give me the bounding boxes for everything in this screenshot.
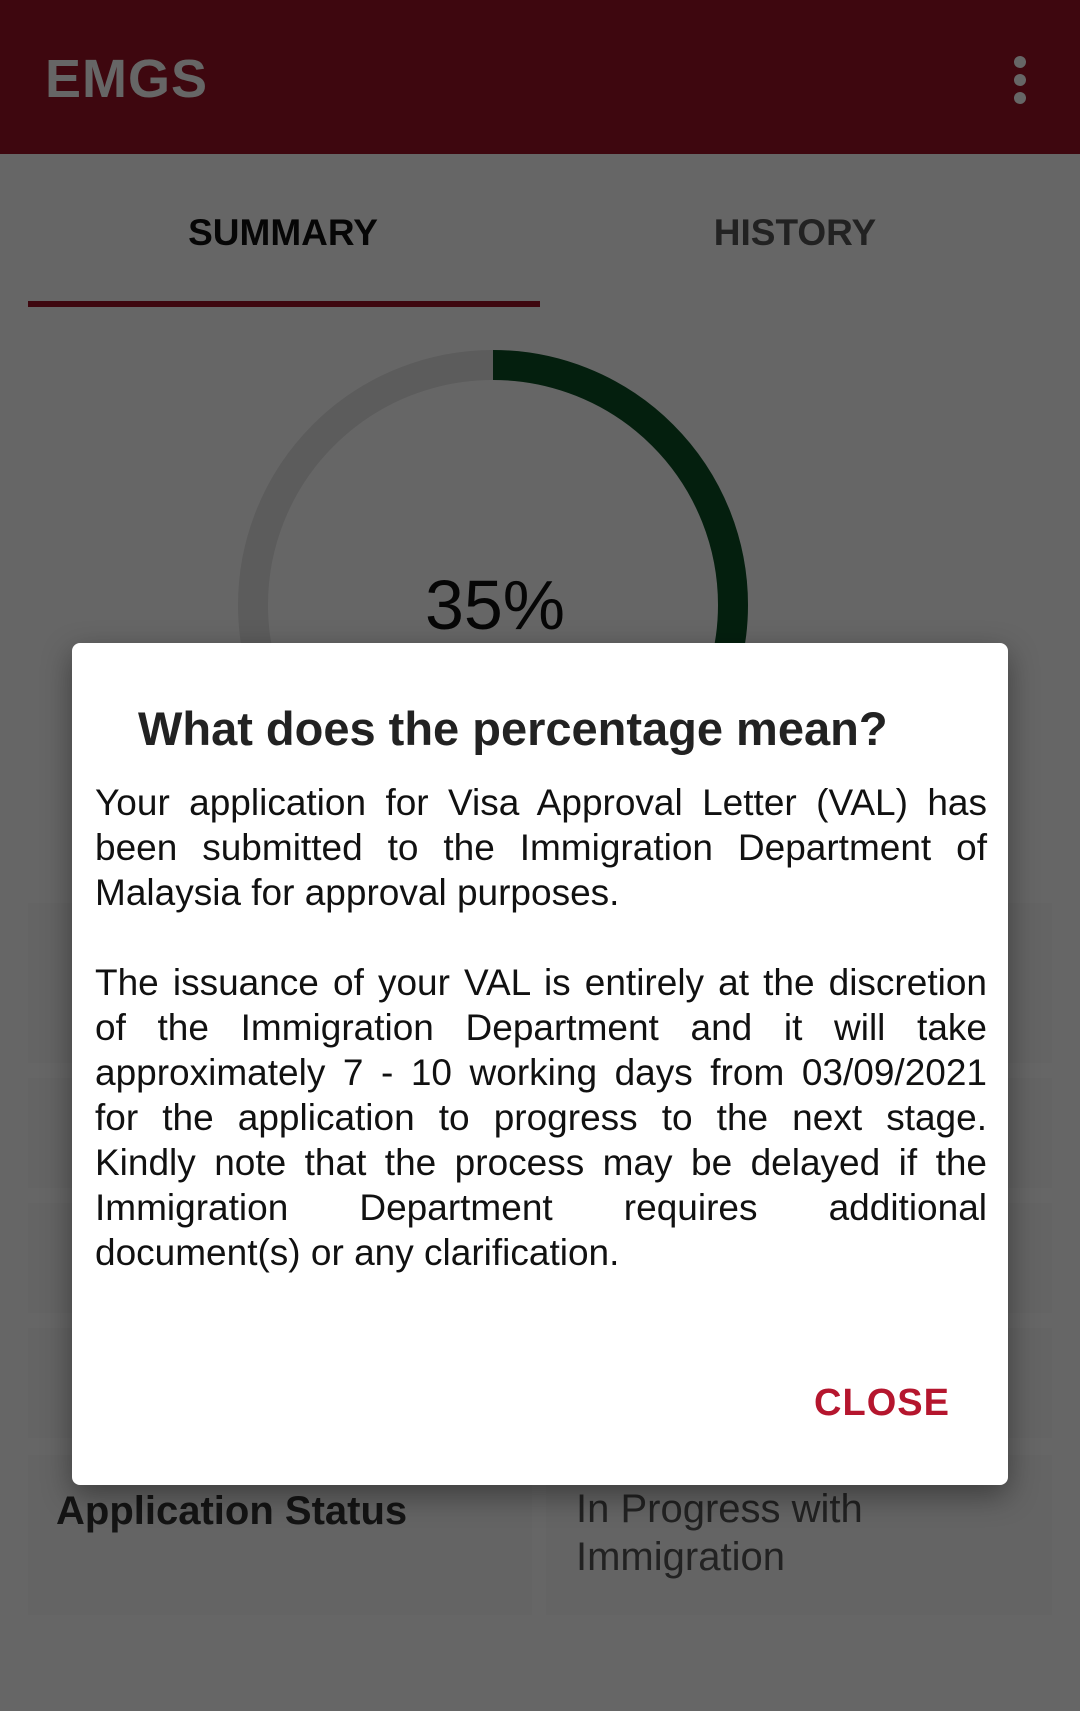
percentage-info-dialog — [72, 643, 1008, 1485]
dialog-paragraph-2: The issuance of your VAL is entirely at the discretion of the Immigration Department and it will take approximately 7 - 10 working days from 03/09/2021 for the application to progress to the next stage. Kindly note that the process may be delayed if the Immigration Department requires additional document(s) or any clarification. — [95, 962, 987, 1273]
dialog-title: What does the percentage mean? — [138, 702, 888, 755]
dialog-body — [95, 780, 987, 1320]
close-button[interactable]: CLOSE — [814, 1382, 950, 1424]
dialog-paragraph-1: Your application for Visa Approval Letter (VAL) has been submitted to the Immigration Department of Malaysia for approval purposes. — [95, 782, 987, 913]
